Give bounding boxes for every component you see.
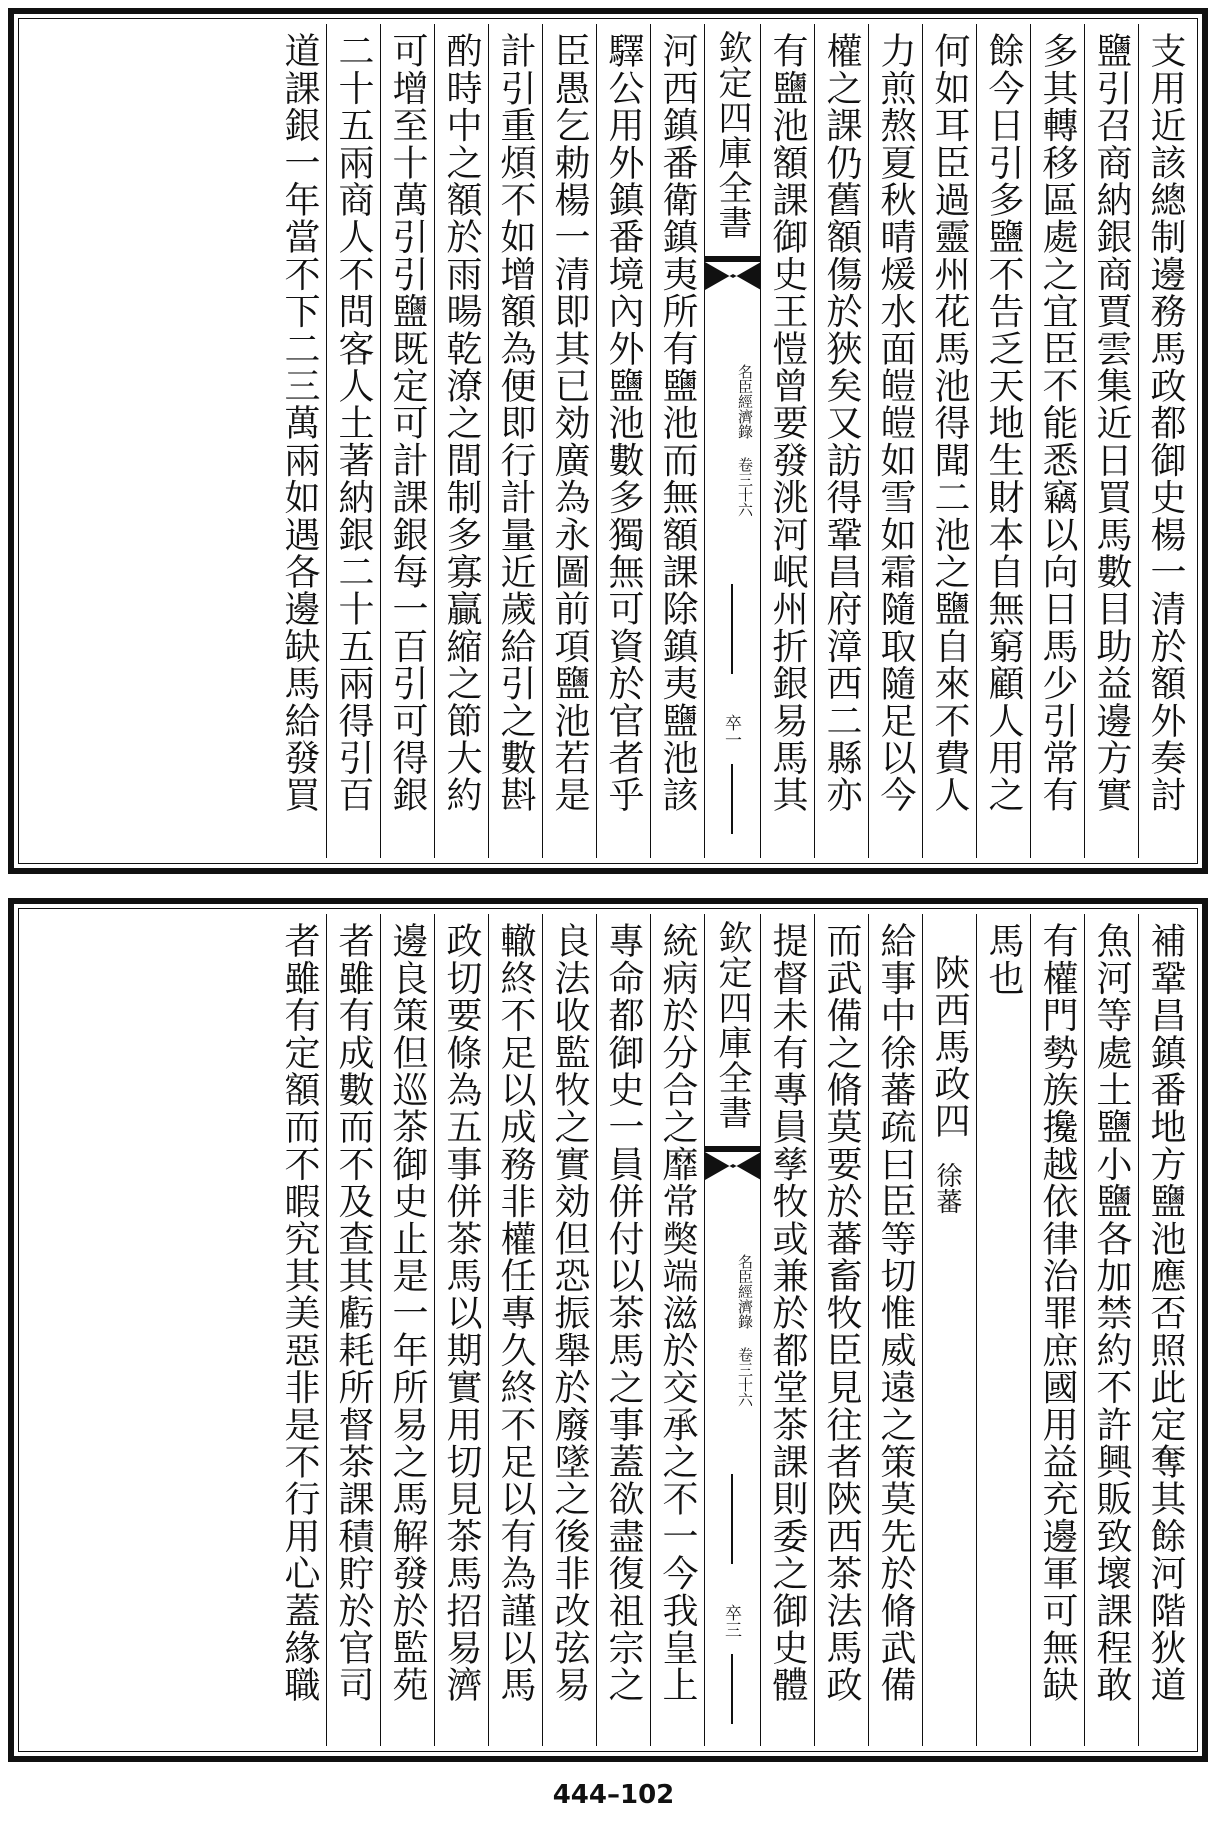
column-text: 補鞏昌鎮番地方鹽池應否照此定奪其餘河階狄道	[1145, 922, 1186, 1704]
center-fold	[704, 914, 760, 1746]
column-text: 支用近該總制邊務馬政都御史楊一清於額外奏討	[1145, 32, 1186, 814]
text-column	[922, 24, 976, 858]
column-text: 計引重煩不如增額為便即行計量近歲給引之數斟	[495, 32, 536, 814]
column-text: 可增至十萬引引鹽既定可計課銀每一百引可得銀	[387, 32, 428, 814]
text-column	[976, 24, 1030, 858]
text-column	[596, 914, 650, 1746]
text-column	[814, 24, 868, 858]
text-column	[272, 24, 326, 858]
text-column	[488, 914, 542, 1746]
heading-column	[922, 914, 976, 1746]
fold-rule	[731, 1474, 733, 1564]
column-text: 臣愚乞勅楊一清即其已効廣為永圖前項鹽池若是	[549, 32, 590, 814]
column-text: 轍終不足以成務非權任專久終不足以有為謹以馬	[495, 922, 536, 1704]
column-text: 驛公用外鎮番境內外鹽池數多獨無可資於官者乎	[603, 32, 644, 814]
column-text: 統病於分合之靡常獘端滋於交承之不一今我皇上	[657, 922, 698, 1704]
fish-tail-icon	[705, 1146, 761, 1180]
text-column	[1138, 914, 1192, 1746]
text-column	[1030, 24, 1084, 858]
column-text: 有鹽池額課御史王愷曾要發洮河岷州折銀易馬其	[767, 32, 808, 814]
text-column	[542, 914, 596, 1746]
column-text: 餘今日引多鹽不告乏天地生財本自無窮顧人用之	[983, 32, 1024, 814]
center-fold	[704, 24, 760, 858]
column-text: 魚河等處土鹽小鹽各加禁約不許興販致壞課程敢	[1091, 922, 1132, 1704]
text-column	[1030, 914, 1084, 1746]
fish-tail-icon	[705, 256, 761, 290]
text-column	[326, 914, 380, 1746]
column-text: 邊良策但巡茶御史止是一年所易之馬解發於監苑	[387, 922, 428, 1704]
text-column	[1084, 24, 1138, 858]
text-column	[650, 914, 704, 1746]
column-text: 何如耳臣過靈州花馬池得聞二池之鹽自來不費人	[929, 32, 970, 814]
text-column	[760, 914, 814, 1746]
fold-rule	[731, 1654, 733, 1724]
text-column	[326, 24, 380, 858]
column-text: 有權門勢族攙越依律治罪庶國用益充邊軍可無缺	[1037, 922, 1078, 1704]
volume-label: 名臣經濟錄 卷三十六	[736, 1254, 754, 1407]
column-text: 多其轉移區處之宜臣不能悉竊以向日馬少引常有	[1037, 32, 1078, 814]
column-text: 提督未有專員孳牧或兼於都堂茶課則委之御史體	[767, 922, 808, 1704]
text-column	[380, 24, 434, 858]
text-column	[542, 24, 596, 858]
column-text: 馬也	[983, 922, 1024, 997]
fold-rule	[731, 764, 733, 834]
author-name: 徐蕃	[932, 1162, 962, 1214]
text-column	[380, 914, 434, 1746]
text-column	[868, 914, 922, 1746]
top-columns	[24, 24, 1192, 858]
text-column	[868, 24, 922, 858]
text-column	[1138, 24, 1192, 858]
text-column	[434, 914, 488, 1746]
book-title: 欽定四庫全書	[712, 30, 752, 240]
text-column	[596, 24, 650, 858]
page-top	[8, 8, 1208, 874]
text-column	[976, 914, 1030, 1746]
page-bottom	[8, 898, 1208, 1762]
catalog-number: 444–102	[552, 1780, 675, 1810]
column-text: 給事中徐蕃疏曰臣等切惟威遠之策莫先於脩武備	[875, 922, 916, 1704]
column-text: 者雖有定額而不暇究其美惡非是不行用心蓋緣職	[279, 922, 320, 1704]
page-number: 卒三	[721, 1604, 741, 1638]
column-text: 力煎熬夏秋晴煖水面皚皚如雪如霜隨取隨足以今	[875, 32, 916, 814]
text-column	[760, 24, 814, 858]
column-text: 道課銀一年當不下二三萬兩如遇各邊缺馬給發買	[279, 32, 320, 814]
column-text: 酌時中之額於雨暘乾潦之間制多寡贏縮之節大約	[441, 32, 482, 814]
column-text: 鹽引召商納銀商賈雲集近日買馬數目助益邊方實	[1091, 32, 1132, 814]
column-text: 權之課仍舊額傷於狹矣又訪得鞏昌府漳西二縣亦	[821, 32, 862, 814]
column-text: 而武備之脩莫要於蕃畜牧臣見往者陝西茶法馬政	[821, 922, 862, 1704]
text-column	[434, 24, 488, 858]
column-text: 政切要條為五事併茶馬以期實用切見茶馬招易濟	[441, 922, 482, 1704]
page-number: 卒一	[721, 714, 741, 748]
section-heading: 陝西馬政四	[929, 954, 970, 1139]
text-column	[650, 24, 704, 858]
column-text: 良法收監牧之實効但恐振舉於廢墜之後非改弦易	[549, 922, 590, 1704]
book-title: 欽定四庫全書	[712, 920, 752, 1130]
text-column	[814, 914, 868, 1746]
volume-label: 名臣經濟錄 卷三十六	[736, 364, 754, 517]
text-column	[488, 24, 542, 858]
column-text: 河西鎮番衛鎮夷所有鹽池而無額課除鎮夷鹽池該	[657, 32, 698, 814]
column-text: 二十五兩商人不問客人土著納銀二十五兩得引百	[333, 32, 374, 814]
column-text: 者雖有成數而不及查其虧耗所督茶課積貯於官司	[333, 922, 374, 1704]
fold-rule	[731, 584, 733, 674]
text-column	[272, 914, 326, 1746]
column-text: 專命都御史一員併付以茶馬之事蓋欲盡復祖宗之	[603, 922, 644, 1704]
bottom-columns	[24, 914, 1192, 1746]
text-column	[1084, 914, 1138, 1746]
